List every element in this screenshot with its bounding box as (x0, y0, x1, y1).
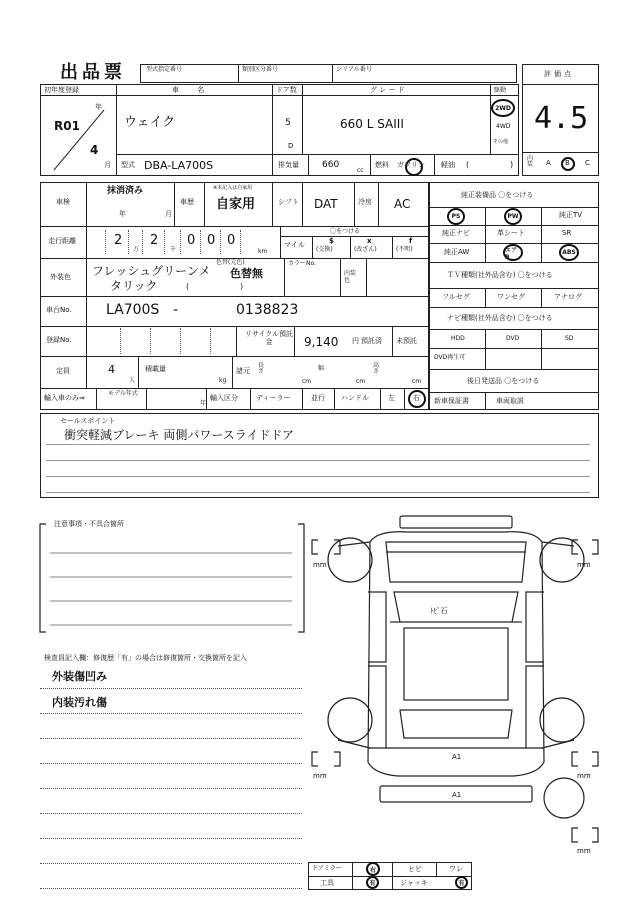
repaint-value: 色替無 (230, 267, 263, 280)
import-label: 輸入車のみ⇒ (44, 394, 85, 402)
chassis-label: 車台No. (46, 306, 72, 314)
chassis-prefix: LA700S (106, 302, 160, 318)
inspector-line-2: 内装汚れ傷 (52, 696, 107, 709)
first-reg-year: R01 (54, 119, 80, 133)
interior-color-label: 内装色 (344, 270, 357, 285)
fuel-gasoline: ガソリン (397, 161, 425, 169)
form-title: 出品票 (60, 62, 126, 83)
dims-label: 諸元 (236, 367, 250, 375)
reg-no-label: 登録No. (46, 336, 72, 344)
mm-rear-right: mm (577, 772, 591, 780)
length-cm: cm (302, 378, 312, 385)
mileage-digit-2: 2 (150, 233, 159, 248)
car-name-label: 車 名 (172, 86, 213, 94)
equip-aw: 純正AW (444, 248, 470, 256)
mileage-tamper-mark: x (367, 237, 372, 245)
inspection-year: 年 (119, 210, 126, 218)
drive-label: 駆動 (494, 87, 507, 94)
mileage-mile: マイル (284, 241, 305, 249)
history-note: ※未記入は自家用 (213, 185, 253, 191)
break-label: ワレ (449, 865, 463, 873)
equip-navi: 純正ナビ (442, 229, 470, 237)
dealer-label: ディーラー (256, 394, 291, 402)
fuel-gasoline-circle (405, 158, 423, 176)
handle-left: 左 (388, 394, 395, 402)
mileage-man: 万 (133, 246, 140, 253)
shift-value: DAT (314, 197, 338, 211)
chassis-number: 0138823 (236, 302, 299, 318)
fuel-paren-open: ( (466, 160, 470, 169)
equip-abs: ABS (562, 249, 576, 256)
inspection-label: 車検 (56, 198, 70, 206)
mileage-tamper: (改ざん) (354, 246, 377, 253)
drive-4wd: 4WD (496, 123, 511, 130)
equip-airbag: エアB (505, 246, 518, 261)
repaint-paren: ( ) (186, 282, 244, 291)
inspection-value: 抹消済み (107, 186, 144, 196)
doors-label: ドア数 (276, 86, 297, 94)
color-label: 外装色 (50, 273, 71, 281)
doors-value: 5 (285, 118, 291, 128)
evaluation-score: 4.5 (534, 101, 589, 136)
mirror-label: ドアミラー (312, 865, 342, 872)
crack-label: ヒビ (408, 865, 422, 873)
equip-sr: SR (562, 229, 572, 237)
sales-point-text: 衝突軽減ブレーキ 両側パワースライドドア (64, 428, 295, 442)
car-name: ウェイク (124, 115, 176, 130)
recycle-value: 9,140 (304, 335, 339, 349)
jack-mark: 有 (458, 880, 465, 887)
handle-right: 右 (413, 394, 420, 402)
first-reg-label: 初年度登録 (44, 86, 79, 94)
sales-point-label: セールスポイント (60, 417, 116, 425)
model-year-unit: 年 (200, 400, 207, 407)
height-cm: cm (412, 378, 422, 385)
equip-tv: 純正TV (559, 211, 583, 219)
inspector-line-1: 外装傷凹み (52, 670, 107, 683)
notes-bracket (38, 520, 306, 636)
mileage-swap-mark: $ (329, 237, 334, 245)
displacement-value: 660 (322, 160, 340, 170)
equipment-title: 純正装備品 〇をつける (461, 191, 534, 199)
width-label: 幅 (318, 365, 325, 372)
color-value-1: フレッシュグリーンメ (92, 264, 211, 278)
interior-grade-b: B (565, 159, 570, 167)
tv-type-title: ＴＶ種類(社外品含む) 〇をつける (447, 271, 553, 279)
drive-other: その他 (493, 139, 509, 145)
recycle-unit: 円 (352, 337, 359, 345)
drive-2wd-circle (491, 99, 515, 117)
tool-label: 工具 (320, 879, 334, 887)
capacity-label: 定員 (56, 367, 70, 375)
equip-pw: PW (507, 213, 519, 220)
inspector-label: 検査員記入欄：修復歴「有」の場合は修復箇所・交換箇所を記入 (44, 654, 247, 662)
history-value: 自家用 (216, 197, 256, 212)
equip-ps: PS (451, 213, 461, 220)
tv-analog: アナログ (554, 293, 582, 301)
model-type-label: 型式 (121, 161, 135, 169)
recycle-label: リサイクル預託金 (244, 330, 294, 346)
mileage-km: km (258, 248, 268, 255)
mileage-unknown: (不明) (396, 246, 413, 253)
mileage-swap: (交換) (316, 246, 333, 253)
model-type-value: DBA-LA700S (144, 159, 214, 172)
tool-mark-circle (366, 876, 379, 889)
sales-point-box (40, 413, 599, 498)
class-label: 類別区分番号 (242, 66, 279, 73)
mileage-label: 走行距離 (48, 237, 76, 245)
drive-2wd: 2WD (495, 104, 511, 112)
history-label: 車歴 (180, 198, 194, 206)
repaint-label: 色替(元色) (216, 259, 245, 266)
interior-grade-c: C (585, 159, 590, 167)
serial-label: シリアル番号 (336, 66, 372, 73)
car-diagram (308, 512, 604, 882)
capacity-unit: 人 (129, 377, 136, 384)
later-manual: 車両取説 (496, 397, 524, 405)
diagram-mark-stone: ﾄﾋﾞ石 (430, 607, 448, 615)
diagram-mark-a1-rear: A1 (452, 791, 462, 799)
mileage-unknown-mark: f (409, 237, 413, 245)
doors-suffix: D (288, 142, 294, 150)
height-label: 高さ (373, 362, 380, 375)
mm-tail: mm (577, 847, 591, 855)
equip-abs-circle (559, 244, 579, 261)
shift-label: シフト (278, 198, 299, 206)
handle-label: ハンドル (341, 394, 369, 402)
displacement-label: 排気量 (278, 161, 299, 169)
mm-front-left: mm (313, 561, 327, 569)
recycle-unpaid: 未預託 (396, 337, 417, 345)
displacement-unit: cc (357, 167, 364, 174)
tool-mark: 有 (369, 880, 376, 887)
interior-grade-label: 内装 (527, 155, 534, 168)
mileage-digit-1: 2 (114, 233, 123, 248)
diagram-mark-a1-front: A1 (452, 753, 462, 761)
fuel-diesel: 軽油 (441, 161, 455, 169)
chassis-dash: - (173, 302, 179, 318)
equip-pw-circle (504, 208, 522, 225)
equip-airbag-circle (503, 244, 523, 261)
color-no-label: カラーNo. (288, 260, 316, 267)
mileage-mark-label: 〇をつける (330, 228, 361, 235)
grade-value: 660 L SAIII (340, 117, 404, 131)
mirror-mark-circle (366, 862, 380, 876)
color-value-2: タリック (110, 279, 158, 293)
dvd-play: DVD再生可 (434, 354, 466, 361)
length-label: 長さ (258, 362, 265, 375)
model-cert-label: 型式指定番号 (146, 66, 183, 73)
mileage-sen: 千 (170, 246, 177, 253)
mm-rear-left: mm (313, 772, 327, 780)
mileage-digit-4: 0 (207, 233, 216, 248)
mileage-digit-3: 0 (187, 233, 196, 248)
navi-sd: SD (565, 335, 574, 342)
mileage-digit-5: 0 (227, 233, 236, 248)
load-unit: kg (219, 377, 227, 384)
load-label: 積載量 (145, 365, 166, 373)
evaluation-label: 評価点 (544, 70, 574, 78)
import-class-label: 輸入区分 (210, 394, 238, 402)
equip-leather: 革シート (497, 229, 525, 237)
inspection-month: 月 (165, 210, 172, 218)
fuel-paren-close: ) (510, 160, 514, 169)
notes-label: 注意事項・不具合箇所 (54, 520, 124, 528)
tv-oneseg: ワンセグ (497, 293, 525, 301)
navi-dvd: DVD (506, 335, 520, 342)
first-reg-month: 4 (90, 143, 99, 157)
mm-front-right: mm (577, 561, 591, 569)
grade-label: グ レ ー ド (370, 86, 405, 94)
jack-mark-circle (455, 876, 468, 889)
jack-label: ジャッキ (400, 879, 428, 887)
ac-label: 冷房 (358, 198, 372, 206)
fuel-label: 燃料 (375, 161, 389, 169)
later-warranty: 新車保証書 (434, 397, 469, 405)
ac-value: AC (394, 197, 411, 211)
model-year-label: モデル年式 (108, 390, 138, 397)
navi-hdd: HDD (451, 335, 465, 342)
interior-grade-a: A (546, 159, 551, 167)
month-char: 月 (104, 161, 111, 169)
year-char: 年 (95, 103, 102, 111)
parallel-label: 並行 (311, 394, 325, 402)
recycle-paid: 預託済 (361, 337, 382, 345)
tv-fullseg: フルセグ (442, 293, 470, 301)
capacity-value: 4 (108, 363, 115, 376)
navi-type-title: ナビ種類(社外品含む) 〇をつける (447, 314, 553, 322)
mirror-mark: 右 (369, 866, 376, 874)
later-title: 後日発送品 〇をつける (467, 377, 540, 385)
id-number-strip (140, 64, 517, 83)
equip-ps-circle (447, 208, 465, 225)
width-cm: cm (356, 378, 366, 385)
